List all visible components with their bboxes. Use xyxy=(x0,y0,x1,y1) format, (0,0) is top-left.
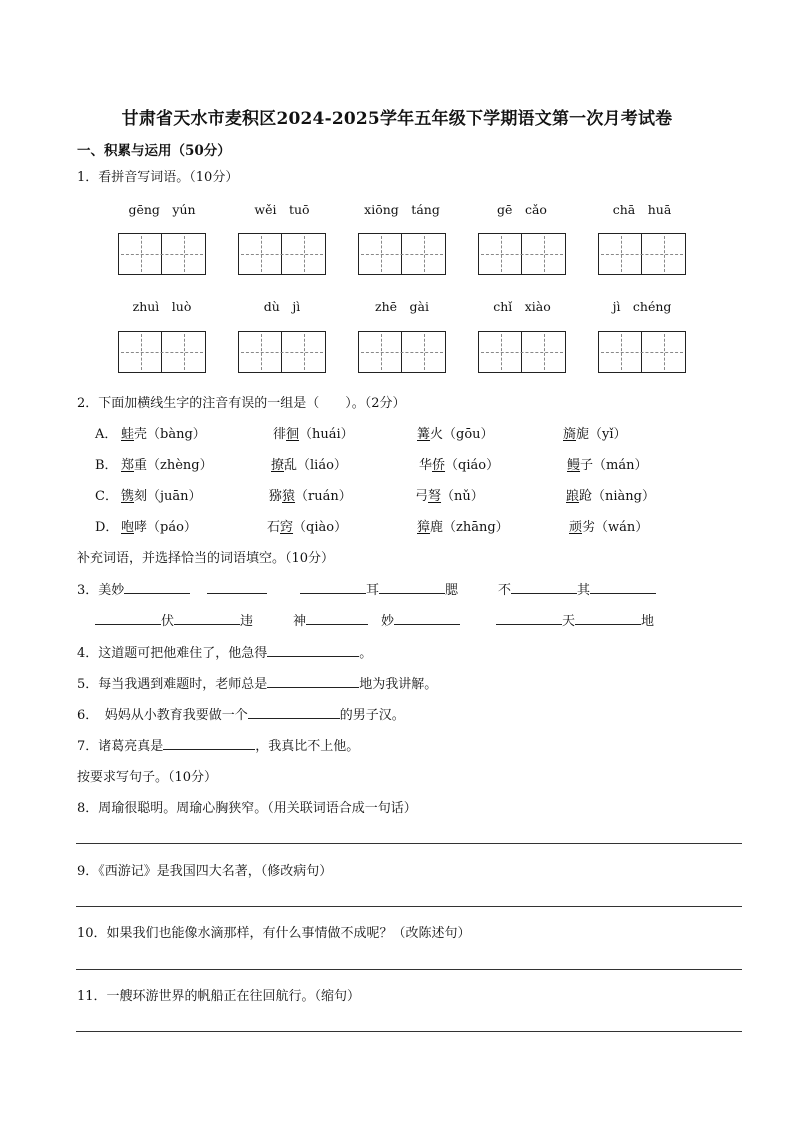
option-item: 獐鹿（zhāng） xyxy=(417,520,509,535)
question-6: 6． 妈妈从小教育我要做一个 的男子汉。 xyxy=(77,704,405,723)
writing-box[interactable] xyxy=(598,233,686,275)
question-7: 7．诸葛亮真是 ，我真比不上他。 xyxy=(77,735,359,754)
question-4: 4．这道题可把他难住了，他急得 。 xyxy=(77,642,372,661)
writing-box[interactable] xyxy=(238,331,326,373)
section-heading: 一、积累与运用（50分） xyxy=(77,143,231,159)
writing-box[interactable] xyxy=(478,233,566,275)
question-2-label: 2．下面加横线生字的注音有误的一组是（ ）。（2分） xyxy=(77,396,406,411)
pinyin-label: chā huā xyxy=(612,202,672,217)
answer-blank[interactable] xyxy=(124,579,190,594)
part-label: 补充词语，并选择恰当的词语填空。（10分） xyxy=(77,551,335,566)
writing-box[interactable] xyxy=(118,331,206,373)
option-item: 咆哮（páo） xyxy=(121,520,197,535)
answer-blank[interactable] xyxy=(511,579,577,594)
pinyin-label: dù jì xyxy=(263,299,301,314)
answer-blank[interactable] xyxy=(163,735,255,750)
option-item: 华侨（qiáo） xyxy=(419,458,500,473)
answer-line[interactable] xyxy=(76,843,742,844)
option-item: 石窍（qiào） xyxy=(267,520,348,535)
pinyin-label: gēng yún xyxy=(128,202,196,217)
question-5: 5．每当我遇到难题时，老师总是 地为我讲解。 xyxy=(77,673,437,692)
answer-blank[interactable] xyxy=(394,610,460,625)
writing-box[interactable] xyxy=(358,331,446,373)
pinyin-label: xiōng táng xyxy=(364,202,440,217)
option-item: 鳗子（mán） xyxy=(567,458,648,473)
option-letter: A． xyxy=(95,427,118,442)
option-letter: C． xyxy=(95,489,118,504)
option-item: 郑重（zhèng） xyxy=(121,458,213,473)
answer-line[interactable] xyxy=(76,906,742,907)
question-11: 11．一艘环游世界的帆船正在往回航行。（缩句） xyxy=(77,989,361,1004)
question-1-label: 1．看拼音写词语。（10分） xyxy=(77,170,239,185)
answer-blank[interactable] xyxy=(575,610,641,625)
part-label: 按要求写句子。（10分） xyxy=(77,770,218,785)
writing-box[interactable] xyxy=(598,331,686,373)
pinyin-label: gē cǎo xyxy=(497,202,547,217)
answer-blank[interactable] xyxy=(496,610,562,625)
idiom-fill: 耳 腮 xyxy=(300,579,458,598)
question-3: 3．美妙 xyxy=(77,579,190,598)
option-item: 徘徊（huái） xyxy=(273,427,354,442)
writing-box[interactable] xyxy=(118,233,206,275)
option-item: 蛙壳（bàng） xyxy=(121,427,206,442)
question-9: 9．《西游记》是我国四大名著，（修改病句） xyxy=(77,864,333,879)
option-letter: D． xyxy=(95,520,119,535)
answer-blank[interactable] xyxy=(95,610,161,625)
answer-blank[interactable] xyxy=(207,579,267,594)
pinyin-label: wěi tuō xyxy=(254,202,310,217)
page-title: 甘肃省天水市麦积区2024-2025学年五年级下学期语文第一次月考试卷 xyxy=(121,109,673,129)
answer-blank[interactable] xyxy=(379,579,445,594)
answer-blank[interactable] xyxy=(267,673,359,688)
idiom-fill: 天 地 xyxy=(496,610,654,629)
idiom-fill: 不 其 xyxy=(498,579,656,598)
option-item: 旖旎（yǐ） xyxy=(563,427,627,442)
option-item: 弓弩（nǔ） xyxy=(415,489,484,504)
answer-blank[interactable] xyxy=(248,704,340,719)
answer-blank[interactable] xyxy=(267,642,359,657)
option-item: 镌刻（juān） xyxy=(121,489,202,504)
writing-box[interactable] xyxy=(238,233,326,275)
option-item: 篝火（gōu） xyxy=(417,427,494,442)
option-letter: B． xyxy=(95,458,118,473)
pinyin-label: zhē gài xyxy=(375,299,429,314)
answer-line[interactable] xyxy=(76,1031,742,1032)
answer-blank[interactable] xyxy=(590,579,656,594)
pinyin-label: zhuì luò xyxy=(132,299,192,314)
idiom-fill: 神 妙 xyxy=(293,610,460,629)
option-item: 踉跄（niàng） xyxy=(566,489,655,504)
answer-blank[interactable] xyxy=(300,579,366,594)
answer-blank[interactable] xyxy=(174,610,240,625)
writing-box[interactable] xyxy=(358,233,446,275)
question-8: 8．周瑜很聪明。周瑜心胸狭窄。（用关联词语合成一句话） xyxy=(77,801,417,816)
option-item: 顽劣（wán） xyxy=(569,520,649,535)
option-item: 撩乱（liáo） xyxy=(271,458,347,473)
writing-box[interactable] xyxy=(478,331,566,373)
question-10: 10．如果我们也能像水滴那样，有什么事情做不成呢？（改陈述句） xyxy=(77,926,471,941)
pinyin-label: jì chéng xyxy=(612,299,672,314)
idiom-fill: 伏 违 xyxy=(95,610,253,629)
answer-blank[interactable] xyxy=(306,610,368,625)
option-item: 猕猿（ruán） xyxy=(269,489,352,504)
pinyin-label: chǐ xiào xyxy=(493,299,551,314)
answer-line[interactable] xyxy=(76,969,742,970)
